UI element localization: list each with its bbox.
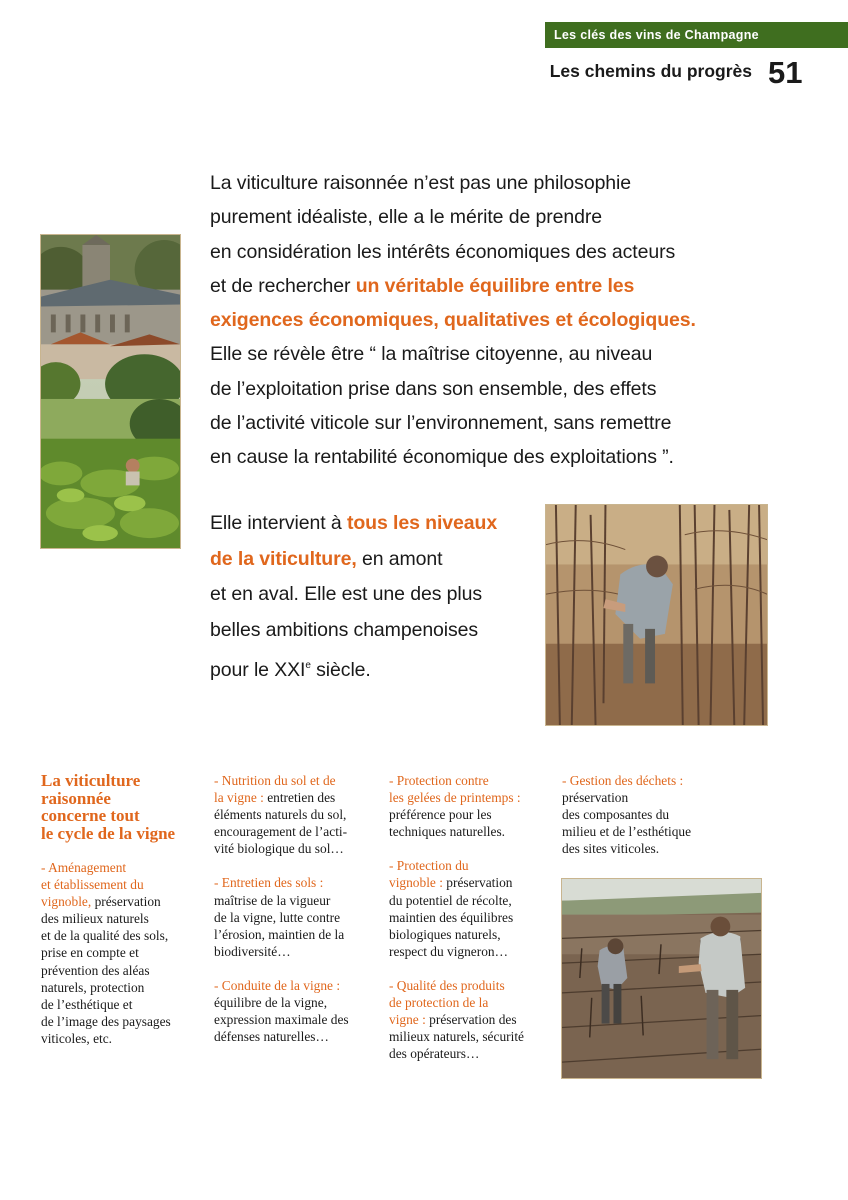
item-text: préservation des bbox=[425, 1012, 517, 1028]
lead2-text: Elle intervient à bbox=[210, 512, 347, 534]
item-text: préférence pour les bbox=[389, 807, 492, 823]
item-text: prise en compte et bbox=[41, 945, 139, 961]
item-text: maîtrise de la vigueur bbox=[214, 892, 331, 908]
item-text: du potentiel de récolte, bbox=[389, 892, 512, 908]
item-heading: et établissement du bbox=[41, 877, 144, 893]
item-text: et de la qualité des sols, bbox=[41, 928, 169, 944]
lead-highlight: exigences économiques, qualitatives et écologiques. bbox=[210, 309, 696, 332]
item-heading: vigne : bbox=[389, 1012, 426, 1028]
item-text: maintien des équilibres bbox=[389, 909, 514, 925]
item-text: des milieux naturels bbox=[41, 911, 149, 927]
lead2-line: belles ambitions champenoises bbox=[210, 618, 479, 641]
item-text: de la vigne, lutte contre bbox=[214, 909, 341, 925]
village-church-photo bbox=[40, 234, 181, 549]
lead2-line bbox=[210, 648, 540, 684]
item-text: encouragement de l’acti- bbox=[214, 824, 348, 840]
series-title-bar bbox=[545, 22, 848, 48]
item-text: viticoles, etc. bbox=[41, 1030, 113, 1046]
item-text: biologiques naturels, bbox=[389, 926, 501, 942]
column-title-line: le cycle de la vigne bbox=[41, 823, 176, 843]
item-heading: vignoble : bbox=[389, 875, 443, 891]
item-text: biodiversité… bbox=[214, 943, 291, 959]
century-superscript: e bbox=[305, 660, 311, 671]
page-number: 51 bbox=[768, 55, 803, 90]
item-text: préservation bbox=[442, 875, 513, 891]
series-title: Les clés des vins de Champagne bbox=[554, 28, 759, 42]
vine-pruning-photo bbox=[545, 504, 768, 726]
lead-line: de l’exploitation prise dans son ensemble, des effets bbox=[210, 377, 657, 400]
item-text: des opérateurs… bbox=[389, 1046, 480, 1062]
column-soil-and-vine bbox=[214, 772, 374, 1045]
column-viticulture-cycle bbox=[41, 772, 201, 1047]
item-heading: de protection de la bbox=[389, 995, 489, 1011]
column-title-line: La viticulture bbox=[41, 771, 141, 790]
item-text: des sites viticoles. bbox=[562, 841, 660, 857]
lead-line: de l’activité viticole sur l’environnement, sans remettre bbox=[210, 412, 672, 435]
item-text: milieux naturels, sécurité bbox=[389, 1029, 524, 1045]
item-heading: - Nutrition du sol et de bbox=[214, 773, 336, 788]
item-text: entretien des bbox=[263, 790, 336, 806]
item-heading: - Protection contre bbox=[389, 773, 489, 788]
item-text: milieu et de l’esthétique bbox=[562, 824, 692, 840]
item-line bbox=[41, 893, 201, 910]
lead-highlight: un véritable équilibre entre les bbox=[355, 274, 635, 297]
lead-line bbox=[210, 269, 770, 303]
lead-line: La viticulture raisonnée n’est pas une philosophie bbox=[210, 172, 632, 194]
vineyard-workers-photo bbox=[561, 878, 762, 1079]
item-text: de l’esthétique et bbox=[41, 996, 133, 1012]
column-protection bbox=[389, 772, 549, 1062]
column-waste-management bbox=[562, 772, 742, 857]
item-text: vité biologique du sol… bbox=[214, 841, 344, 857]
lead-line: en cause la rentabilité économique des exploitations ”. bbox=[210, 446, 674, 469]
item-text: naturels, protection bbox=[41, 979, 145, 995]
second-paragraph bbox=[210, 506, 540, 684]
item-line bbox=[389, 874, 549, 891]
item-heading: - Protection du bbox=[389, 858, 469, 874]
item-heading: vignoble, bbox=[41, 894, 92, 910]
item-text: expression maximale des bbox=[214, 1012, 349, 1028]
item-heading: - Entretien des sols : bbox=[214, 875, 324, 891]
item-text: prévention des aléas bbox=[41, 962, 150, 978]
item-heading: - Qualité des produits bbox=[389, 977, 505, 993]
item-heading: la vigne : bbox=[214, 790, 264, 806]
column-title-line: concerne tout bbox=[41, 806, 140, 825]
item-text: de l’image des paysages bbox=[41, 1013, 171, 1029]
item-text: préservation bbox=[91, 894, 161, 910]
item-text: respect du vigneron… bbox=[389, 943, 508, 959]
item-text: préservation bbox=[562, 790, 629, 806]
item-text: l’érosion, maintien de la bbox=[214, 926, 345, 942]
column-title bbox=[41, 772, 201, 842]
lead2-text: en amont bbox=[356, 547, 443, 570]
item-line bbox=[389, 1011, 549, 1028]
lead2-text: pour le XXI bbox=[210, 659, 306, 681]
lead-line: purement idéaliste, elle a le mérite de prendre bbox=[210, 206, 603, 229]
column-title-line: raisonnée bbox=[41, 788, 111, 808]
item-heading: les gelées de printemps : bbox=[389, 790, 521, 806]
lead2-highlight: de la viticulture, bbox=[210, 547, 357, 570]
section-title: Les chemins du progrès bbox=[549, 61, 752, 81]
item-heading: - Gestion des déchets : bbox=[562, 773, 684, 788]
item-text: éléments naturels du sol, bbox=[214, 807, 347, 823]
item-text: techniques naturelles. bbox=[389, 824, 506, 840]
lead-paragraph bbox=[210, 166, 770, 475]
lead2-text: siècle. bbox=[310, 659, 371, 681]
item-text: défenses naturelles… bbox=[214, 1029, 329, 1045]
lead2-highlight: tous les niveaux bbox=[346, 512, 498, 534]
lead2-line: et en aval. Elle est une des plus bbox=[210, 583, 483, 605]
lead2-line bbox=[210, 506, 540, 542]
item-text: des composantes du bbox=[562, 807, 670, 823]
item-line bbox=[214, 789, 374, 806]
item-heading: - Aménagement bbox=[41, 860, 127, 875]
lead-line: en considération les intérêts économiques des acteurs bbox=[210, 240, 676, 263]
lead2-line bbox=[210, 542, 540, 578]
lead-text: et de rechercher bbox=[210, 274, 356, 297]
lead-line: Elle se révèle être “ la maîtrise citoyenne, au niveau bbox=[210, 343, 653, 366]
item-heading: - Conduite de la vigne : bbox=[214, 977, 341, 993]
item-text: équilibre de la vigne, bbox=[214, 995, 328, 1011]
